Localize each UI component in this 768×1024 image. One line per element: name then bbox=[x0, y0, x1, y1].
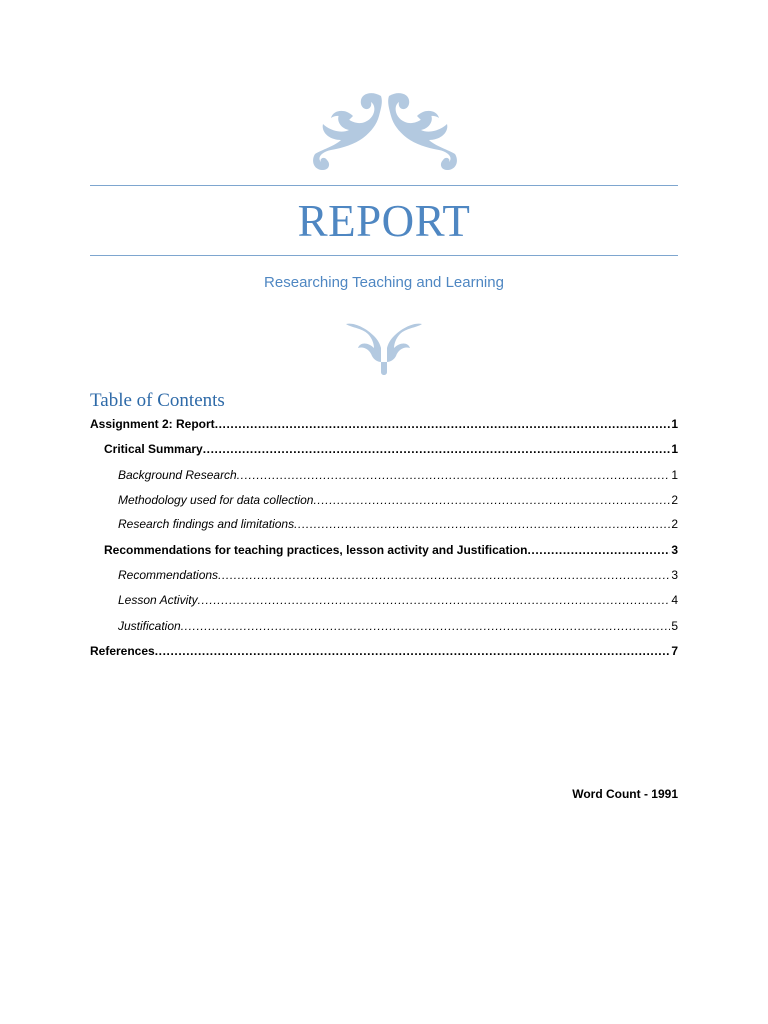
toc-leader-dots bbox=[527, 542, 670, 558]
toc-leader-dots bbox=[181, 618, 671, 634]
toc-entry[interactable] bbox=[118, 516, 678, 532]
toc-leader-dots bbox=[294, 516, 670, 532]
toc-entry-label: Assignment 2: Report bbox=[90, 417, 215, 431]
toc-page-number: 1 bbox=[671, 468, 678, 482]
toc-page-number: 2 bbox=[671, 493, 678, 507]
toc-leader-dots bbox=[203, 441, 671, 457]
toc-entry-label: Recommendations for teaching practices, lesson activity and Justification bbox=[104, 543, 528, 557]
toc-entry-label: Recommendations bbox=[118, 568, 219, 582]
toc-heading: Table of Contents bbox=[90, 390, 225, 411]
toc-leader-dots bbox=[237, 467, 671, 483]
toc-page-number: 1 bbox=[671, 417, 678, 431]
toc-entry[interactable] bbox=[118, 618, 678, 634]
floral-sprig-icon bbox=[344, 322, 424, 376]
toc-entry[interactable] bbox=[118, 492, 678, 508]
toc-page-number: 7 bbox=[671, 644, 678, 658]
toc-page-number: 2 bbox=[671, 517, 678, 531]
toc-entry[interactable] bbox=[118, 467, 678, 483]
toc-page-number: 1 bbox=[671, 442, 678, 456]
report-title: REPORT bbox=[297, 196, 471, 246]
toc-page-number: 5 bbox=[671, 619, 678, 633]
toc-leader-dots bbox=[218, 567, 670, 583]
toc-entry[interactable] bbox=[118, 592, 678, 608]
toc-entry-label: Methodology used for data collection bbox=[118, 493, 314, 507]
toc-entry[interactable] bbox=[118, 567, 678, 583]
report-subtitle: Researching Teaching and Learning bbox=[264, 274, 504, 291]
toc-entry-label: Justification bbox=[118, 619, 181, 633]
toc-leader-dots bbox=[313, 492, 670, 508]
toc-entry-label: References bbox=[90, 644, 155, 658]
floral-flourish-icon bbox=[311, 88, 459, 174]
top-divider bbox=[90, 185, 678, 186]
toc-page-number: 3 bbox=[671, 568, 678, 582]
toc-leader-dots bbox=[155, 643, 671, 659]
toc-entry[interactable] bbox=[104, 542, 678, 558]
toc-leader-dots bbox=[215, 416, 671, 432]
word-count: Word Count - 1991 bbox=[572, 787, 678, 801]
toc-entry-label: Critical Summary bbox=[104, 442, 203, 456]
toc-entry-label: Lesson Activity bbox=[118, 593, 198, 607]
toc-entry[interactable] bbox=[104, 441, 678, 457]
toc-page-number: 3 bbox=[671, 543, 678, 557]
toc-leader-dots bbox=[198, 592, 671, 608]
toc-page-number: 4 bbox=[671, 593, 678, 607]
toc-entry-label: Background Research bbox=[118, 468, 237, 482]
toc-entry[interactable] bbox=[90, 643, 678, 659]
toc-entry[interactable] bbox=[90, 416, 678, 432]
bottom-divider bbox=[90, 255, 678, 256]
toc-entry-label: Research findings and limitations bbox=[118, 517, 295, 531]
